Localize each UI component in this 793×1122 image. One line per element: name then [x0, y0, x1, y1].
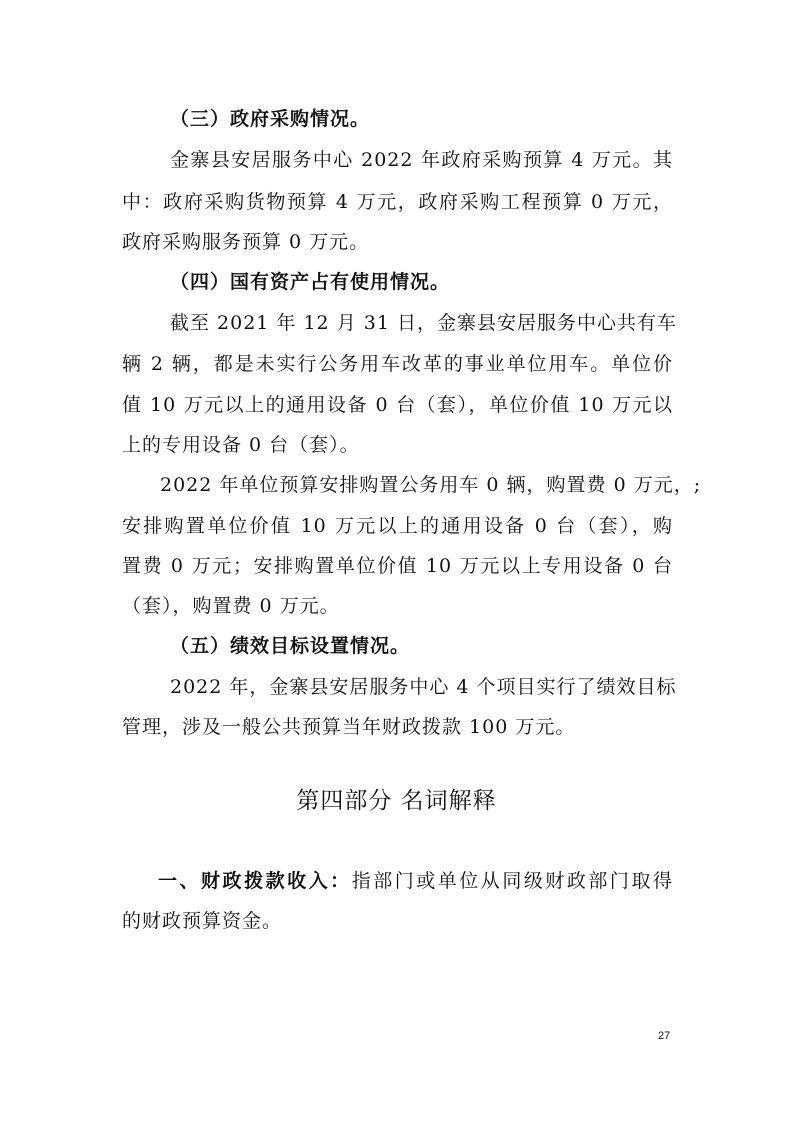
paragraph-line: 安排购置单位价值 10 万元以上的通用设备 0 台（套），购 [122, 515, 673, 537]
paragraph-line: 置费 0 万元；安排购置单位价值 10 万元以上专用设备 0 台 [122, 555, 673, 577]
paragraph-line: 值 10 万元以上的通用设备 0 台（套），单位价值 10 万元以 [122, 394, 673, 416]
section-title-performance-goals: （五）绩效目标设置情况。 [170, 635, 411, 657]
term-definition-text: 指部门或单位从同级财政部门取得 [351, 870, 673, 892]
paragraph-line: 2022 年，金寨县安居服务中心 4 个项目实行了绩效目标 [170, 676, 677, 698]
paragraph-line: （套），购置费 0 万元。 [122, 595, 340, 617]
term-definition-line: 的财政预算资金。 [122, 910, 283, 932]
term-definition-line [158, 870, 673, 892]
section-title-state-assets: （四）国有资产占有使用情况。 [170, 271, 451, 293]
paragraph-line: 辆 2 辆，都是未实行公务用车改革的事业单位用车。单位价 [122, 353, 673, 375]
paragraph-line: 截至 2021 年 12 月 31 日，金寨县安居服务中心共有车 [170, 312, 677, 334]
page-number: 27 [658, 1030, 671, 1042]
paragraph-line: 政府采购服务预算 0 万元。 [122, 231, 370, 253]
part-heading: 第四部分 名词解释 [296, 788, 497, 814]
paragraph-line: 中：政府采购货物预算 4 万元，政府采购工程预算 0 万元， [122, 191, 673, 213]
paragraph-line: 金寨县安居服务中心 2022 年政府采购预算 4 万元。其 [170, 149, 673, 171]
paragraph-line: 2022 年单位预算安排购置公务用车 0 辆，购置费 0 万元，; [160, 474, 702, 496]
paragraph-line: 管理，涉及一般公共预算当年财政拨款 100 万元。 [122, 716, 576, 738]
section-title-government-procurement: （三）政府采购情况。 [170, 108, 371, 130]
term-label: 一、财政拨款收入： [158, 870, 352, 892]
paragraph-line: 上的专用设备 0 台（套）。 [122, 434, 360, 456]
